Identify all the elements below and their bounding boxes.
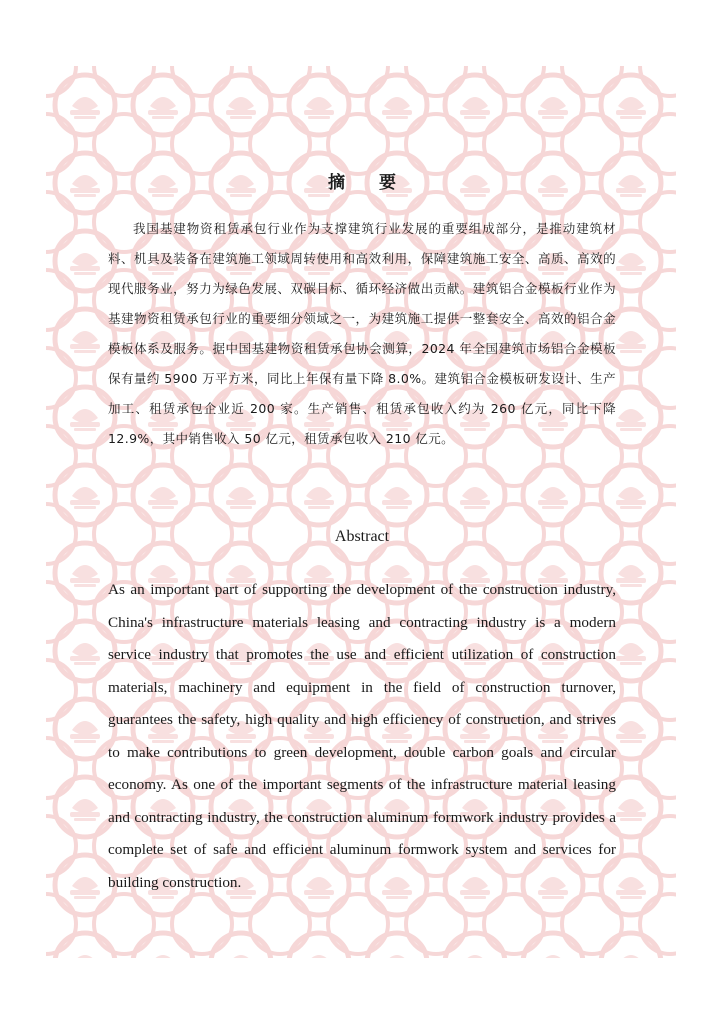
chinese-abstract-paragraph: 我国基建物资租赁承包行业作为支撑建筑行业发展的重要组成部分，是推动建筑材料、机具及装备在建筑施工领域周转使用和高效利用，保障建筑施工安全、高质、高效的现代服务业，努力为绿色发展、双碳目标、循环经济做出贡献。建筑铝合金模板行业作为基建物资租赁承包行业的重要细分领域之一，为建筑施工提供一整套安全、高效的铝合金模板体系及服务。据中国基建物资租赁承包协会测算，2024 年全国建筑市场铝合金模板保有量约 5900 万平方米，同比上年保有量下降 8.0%。建筑铝合金模板研发设计、生产加工、租赁承包企业近 200 家。生产销售、租赁承包收入约为 260 亿元，同比下降 12.9%，其中销售收入 50 亿元，租赁承包收入 210 亿元。 bbox=[108, 221, 616, 446]
english-abstract-title: Abstract bbox=[334, 528, 390, 545]
english-abstract-paragraph: As an important part of supporting the development of the construction industry, China's infrastructure materials leasing and contracting industry is a modern service industry that promotes the use and efficient utilization of construction materials, machinery and equipment in the field of construction turnover, guarantees the safety, high quality and high efficiency of construction, and strives to make contributions to green development, double carbon goals and circular economy. As one of the important segments of the infrastructure material leasing and contracting industry, the construction aluminum formwork industry provides a complete set of safe and efficient aluminum formwork system and services for building construction. bbox=[108, 581, 616, 891]
chinese-abstract-title: 摘 要 bbox=[328, 173, 410, 193]
